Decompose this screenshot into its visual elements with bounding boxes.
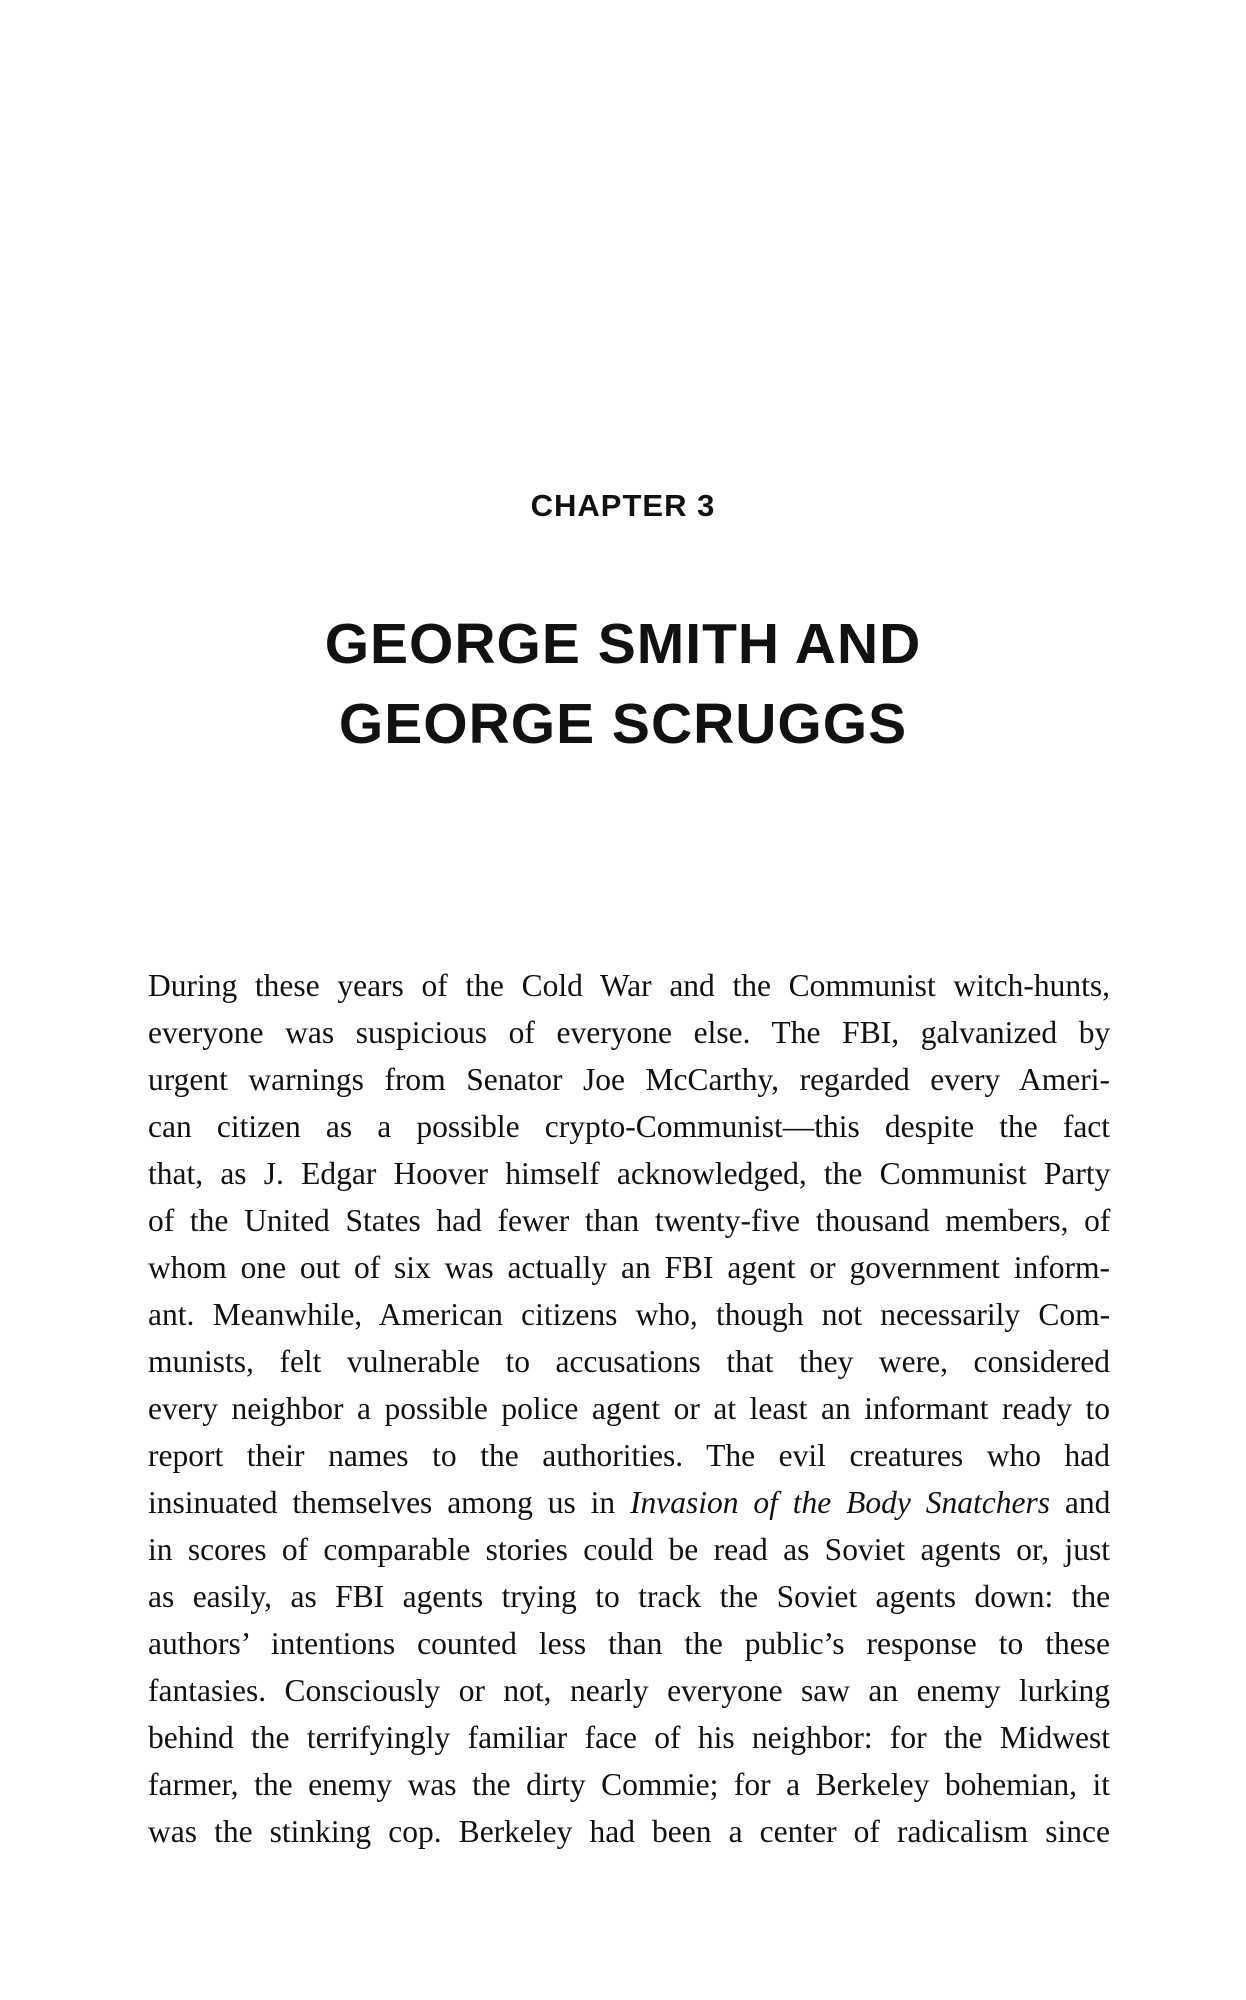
chapter-title-line: GEORGE SMITH AND — [324, 612, 922, 676]
chapter-title-line: GEORGE SCRUGGS — [338, 692, 908, 756]
text-line: report their names to the authorities. The evil creatures who had — [148, 1438, 1111, 1473]
text-line: ant. Meanwhile, American citizens who, though not necessarily Com- — [148, 1297, 1111, 1332]
text-line: everyone was suspicious of everyone else. The FBI, galvanized by — [148, 1015, 1111, 1050]
text-line: behind the terrifyingly familiar face of his neighbor: for the Midwest — [148, 1720, 1110, 1755]
text-line: farmer, the enemy was the dirty Commie; for a Berkeley bohemian, it — [148, 1767, 1110, 1802]
text-line: insinuated themselves among us in Invasion of the Body Snatchers and — [148, 1485, 1111, 1520]
text-line: whom one out of six was actually an FBI agent or government inform- — [148, 1250, 1110, 1285]
text-line: urgent warnings from Senator Joe McCarthy, regarded every Ameri- — [148, 1062, 1110, 1097]
chapter-title — [0, 604, 1246, 764]
book-title-italic: Invasion of the Body Snatchers — [630, 1485, 1050, 1520]
chapter-label: CHAPTER 3 — [530, 488, 716, 523]
text-line: fantasies. Consciously or not, nearly everyone saw an enemy lurking — [148, 1673, 1110, 1708]
text-line: as easily, as FBI agents trying to track the Soviet agents down: the — [148, 1579, 1111, 1614]
text-line: authors’ intentions counted less than the public’s response to these — [148, 1626, 1110, 1661]
text-line: every neighbor a possible police agent or at least an informant ready to — [148, 1391, 1110, 1426]
body-paragraph — [148, 962, 1110, 1855]
text-line: can citizen as a possible crypto-Communist—this despite the fact — [148, 1109, 1111, 1144]
text-line: During these years of the Cold War and the Communist witch-hunts, — [148, 968, 1110, 1003]
text-line: of the United States had fewer than twenty-five thousand members, of — [148, 1203, 1111, 1238]
text-line: in scores of comparable stories could be read as Soviet agents or, just — [148, 1532, 1110, 1567]
text-line: was the stinking cop. Berkeley had been a center of radicalism since — [148, 1814, 1110, 1849]
text-line: that, as J. Edgar Hoover himself acknowledged, the Communist Party — [148, 1156, 1111, 1191]
text-line: munists, felt vulnerable to accusations that they were, considered — [148, 1344, 1110, 1379]
